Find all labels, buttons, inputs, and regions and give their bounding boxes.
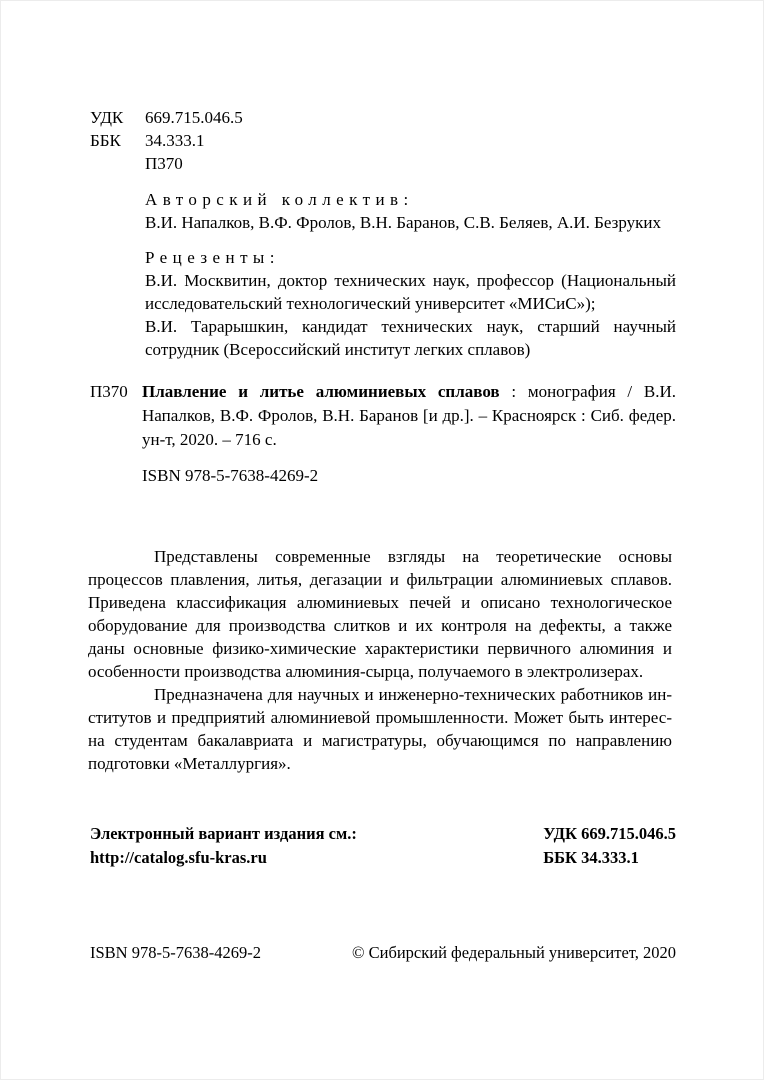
authors-heading: Авторский коллектив: bbox=[145, 190, 414, 209]
isbn-line: ISBN 978-5-7638-4269-2 bbox=[142, 466, 319, 485]
reviewer-entry: В.И. Москвитин, доктор технических наук, профессор (Национальный исследовательский технологический университет «МИСиС»); bbox=[145, 271, 676, 313]
udk-row bbox=[90, 106, 243, 129]
reviewer-entry: В.И. Тарарышкин, кандидат технических наук, старший научный сотрудник (Всероссийский институт легких сплавов) bbox=[145, 317, 676, 359]
udk-label: УДК bbox=[90, 108, 124, 127]
bbk-row bbox=[90, 129, 243, 152]
udk-value: 669.715.046.5 bbox=[145, 108, 243, 127]
abstract-block bbox=[88, 545, 672, 775]
author-sign: П370 bbox=[145, 154, 183, 173]
electronic-edition-label: Электронный вариант издания см.: bbox=[90, 824, 357, 843]
classification-block bbox=[90, 106, 243, 175]
footer-bbk: ББК 34.333.1 bbox=[543, 848, 639, 867]
abstract-paragraph: Представлены современные взгляды на теоретические основы процессов плавления, литья, дегазации и фильтрации алюминиевых сплавов. Приведена классификация алюминиевых печей и описано технологическое оборудование для производства слитков и их контроля на дефекты, а также даны основные физико-химические характеристики первичного алюминия и особенности производства алюминия-сырца, получаемого в электролизерах. bbox=[88, 547, 672, 681]
authors-block bbox=[145, 188, 676, 234]
imprint-copyright: © Сибирский федеральный университет, 2020 bbox=[351, 943, 676, 962]
reviewers-block bbox=[145, 246, 676, 361]
bbk-label: ББК bbox=[90, 131, 121, 150]
author-sign-spacer bbox=[90, 152, 145, 175]
bbk-value: 34.333.1 bbox=[145, 131, 205, 150]
imprint-isbn: ISBN 978-5-7638-4269-2 bbox=[90, 943, 261, 962]
authors-names: В.И. Напалков, В.Ф. Фролов, В.Н. Баранов, С.В. Беляев, А.И. Безруких bbox=[145, 213, 662, 232]
reviewers-heading: Рецезенты: bbox=[145, 248, 280, 267]
abstract-paragraph: Предназначена для научных и инженерно-технических работников институтов и предприятий алюминиевой промышленности. Может быть интересна студентам бакалавриата и магистратуры, обучающимся по направлению подготовки «Металлургия». bbox=[88, 685, 672, 773]
author-sign-row bbox=[90, 152, 243, 175]
book-title: Плавление и литье алюминиевых сплавов bbox=[142, 382, 500, 401]
electronic-edition-url: http://catalog.sfu-kras.ru bbox=[90, 848, 267, 867]
footer-udk: УДК 669.715.046.5 bbox=[543, 824, 676, 843]
bib-author-sign: П370 bbox=[90, 382, 128, 401]
electronic-edition-block bbox=[90, 822, 357, 870]
footer-codes-block bbox=[543, 822, 676, 870]
bib-description: : монография / В.И. Напалков, В.Ф. Фролов, В.Н. Баранов [и др.]. – Красноярск : Сиб. федер. ун-т, 2020. – 716 с. bbox=[142, 382, 676, 449]
bibliographic-entry bbox=[90, 380, 676, 452]
